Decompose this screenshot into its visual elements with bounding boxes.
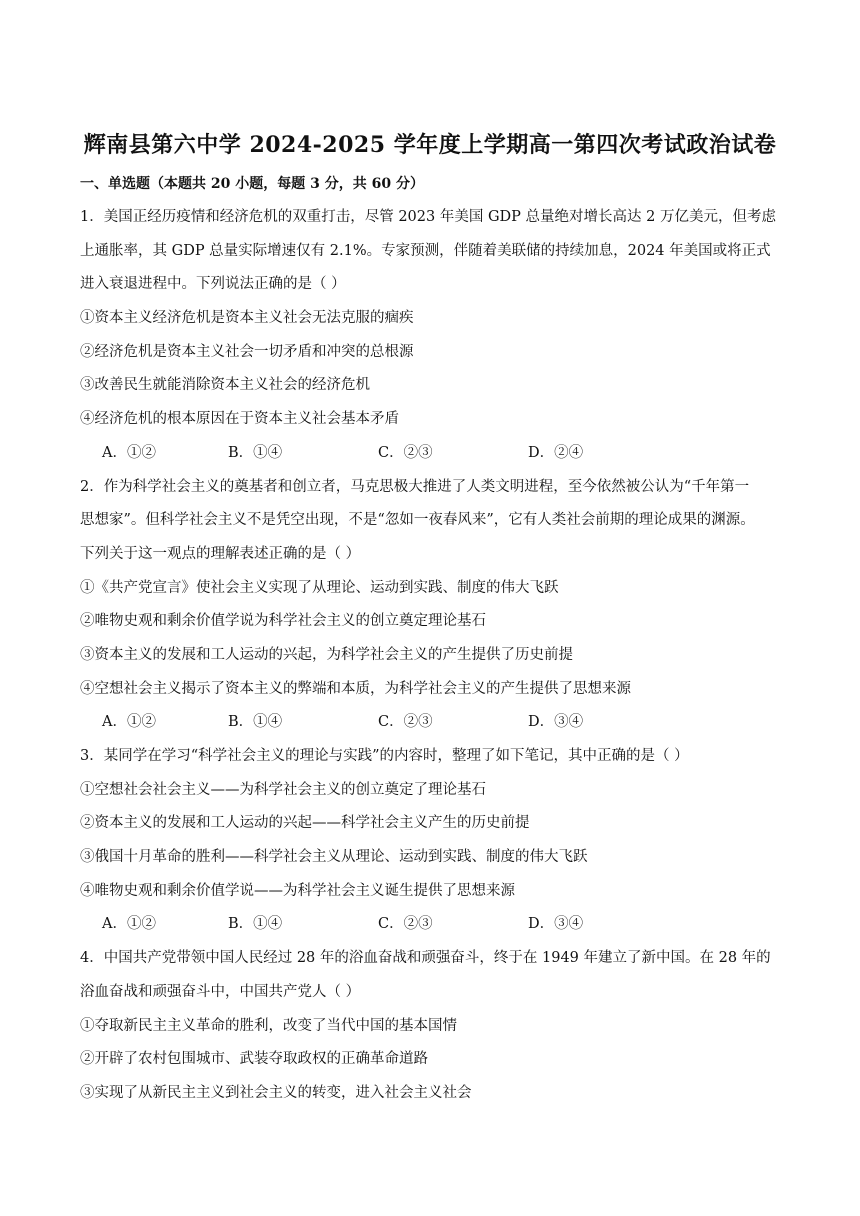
- statement-item: ③资本主义的发展和工人运动的兴起，为科学社会主义的产生提供了历史前提: [80, 646, 573, 663]
- option-c: C．②③: [378, 444, 433, 461]
- statement-item: ③俄国十月革命的胜利——科学社会主义从理论、运动到实践、制度的伟大飞跃: [80, 849, 588, 866]
- statement-item: ④唯物史观和剩余价值学说——为科学社会主义诞生提供了思想来源: [80, 882, 515, 899]
- option-b: B．①④: [228, 916, 283, 933]
- statement-item: ①《共产党宣言》使社会主义实现了从理论、运动到实践、制度的伟大飞跃: [80, 579, 559, 596]
- statement-item: ①资本主义经济危机是资本主义社会无法克服的痼疾: [80, 310, 414, 327]
- question-stem-line: 上通胀率，其 GDP 总量实际增速仅有 2.1%。专家预测，伴随着美联储的持续加息，2024 年美国或将正式: [80, 242, 771, 259]
- option-c: C．②③: [378, 916, 433, 933]
- statement-item: ①空想社会社会主义——为科学社会主义的创立奠定了理论基石: [80, 781, 486, 798]
- statement-item: ④空想社会主义揭示了资本主义的弊端和本质，为科学社会主义的产生提供了思想来源: [80, 680, 631, 697]
- question-3: [80, 740, 780, 942]
- question-1: [80, 201, 780, 471]
- statement-item: ③改善民生就能消除资本主义社会的经济危机: [80, 377, 370, 394]
- statement-item: ③实现了从新民主主义到社会主义的转变，进入社会主义社会: [80, 1084, 472, 1101]
- answer-options: [80, 437, 780, 471]
- question-2: [80, 471, 780, 741]
- option-b: B．①④: [228, 714, 283, 731]
- option-b: B．①④: [228, 444, 283, 461]
- question-stem-line: 下列关于这一观点的理解表述正确的是（ ）: [80, 545, 361, 562]
- option-a: A．①②: [102, 714, 156, 731]
- answer-options: [80, 908, 780, 942]
- question-stem-line: 进入衰退进程中。下列说法正确的是（ ）: [80, 276, 346, 293]
- question-stem-line: 浴血奋战和顽强奋斗中，中国共产党人（ ）: [80, 983, 361, 1000]
- option-c: C．②③: [378, 714, 433, 731]
- question-stem-line: 1．美国正经历疫情和经济危机的双重打击，尽管 2023 年美国 GDP 总量绝对增长高达 2 万亿美元，但考虑: [80, 209, 776, 225]
- statement-item: ②资本主义的发展和工人运动的兴起——科学社会主义产生的历史前提: [80, 815, 530, 832]
- question-stem-line: 2．作为科学社会主义的奠基者和创立者，马克思极大推进了人类文明进程，至今依然被公认为“千年第一: [80, 478, 750, 495]
- option-a: A．①②: [102, 444, 156, 461]
- section-heading: 一、单选题（本题共 20 小题，每题 3 分，共 60 分）: [80, 176, 424, 192]
- statement-item: ④经济危机的根本原因在于资本主义社会基本矛盾: [80, 411, 399, 428]
- statement-item: ②唯物史观和剩余价值学说为科学社会主义的创立奠定理论基石: [80, 613, 486, 630]
- statement-item: ②开辟了农村包围城市、武装夺取政权的正确革命道路: [80, 1051, 428, 1068]
- question-list: [80, 201, 780, 1111]
- statement-item: ②经济危机是资本主义社会一切矛盾和冲突的总根源: [80, 343, 414, 360]
- option-d: D．③④: [528, 916, 584, 933]
- question-4: [80, 942, 780, 1110]
- exam-title: 辉南县第六中学 2024-2025 学年度上学期高一第四次考试政治试卷: [83, 132, 777, 158]
- option-a: A．①②: [102, 916, 156, 933]
- question-stem-line: 3．某同学在学习“科学社会主义的理论与实践”的内容时，整理了如下笔记，其中正确的是（ ）: [80, 748, 689, 764]
- answer-options: [80, 706, 780, 740]
- option-d: D．③④: [528, 714, 584, 731]
- statement-item: ①夺取新民主主义革命的胜利，改变了当代中国的基本国情: [80, 1017, 457, 1034]
- question-stem-line: 思想家”。但科学社会主义不是凭空出现，不是“忽如一夜春风来”，它有人类社会前期的理论成果的渊源。: [80, 512, 755, 529]
- option-d: D．②④: [528, 444, 584, 461]
- question-stem-line: 4．中国共产党带领中国人民经过 28 年的浴血奋战和顽强奋斗，终于在 1949 年建立了新中国。在 28 年的: [80, 950, 771, 967]
